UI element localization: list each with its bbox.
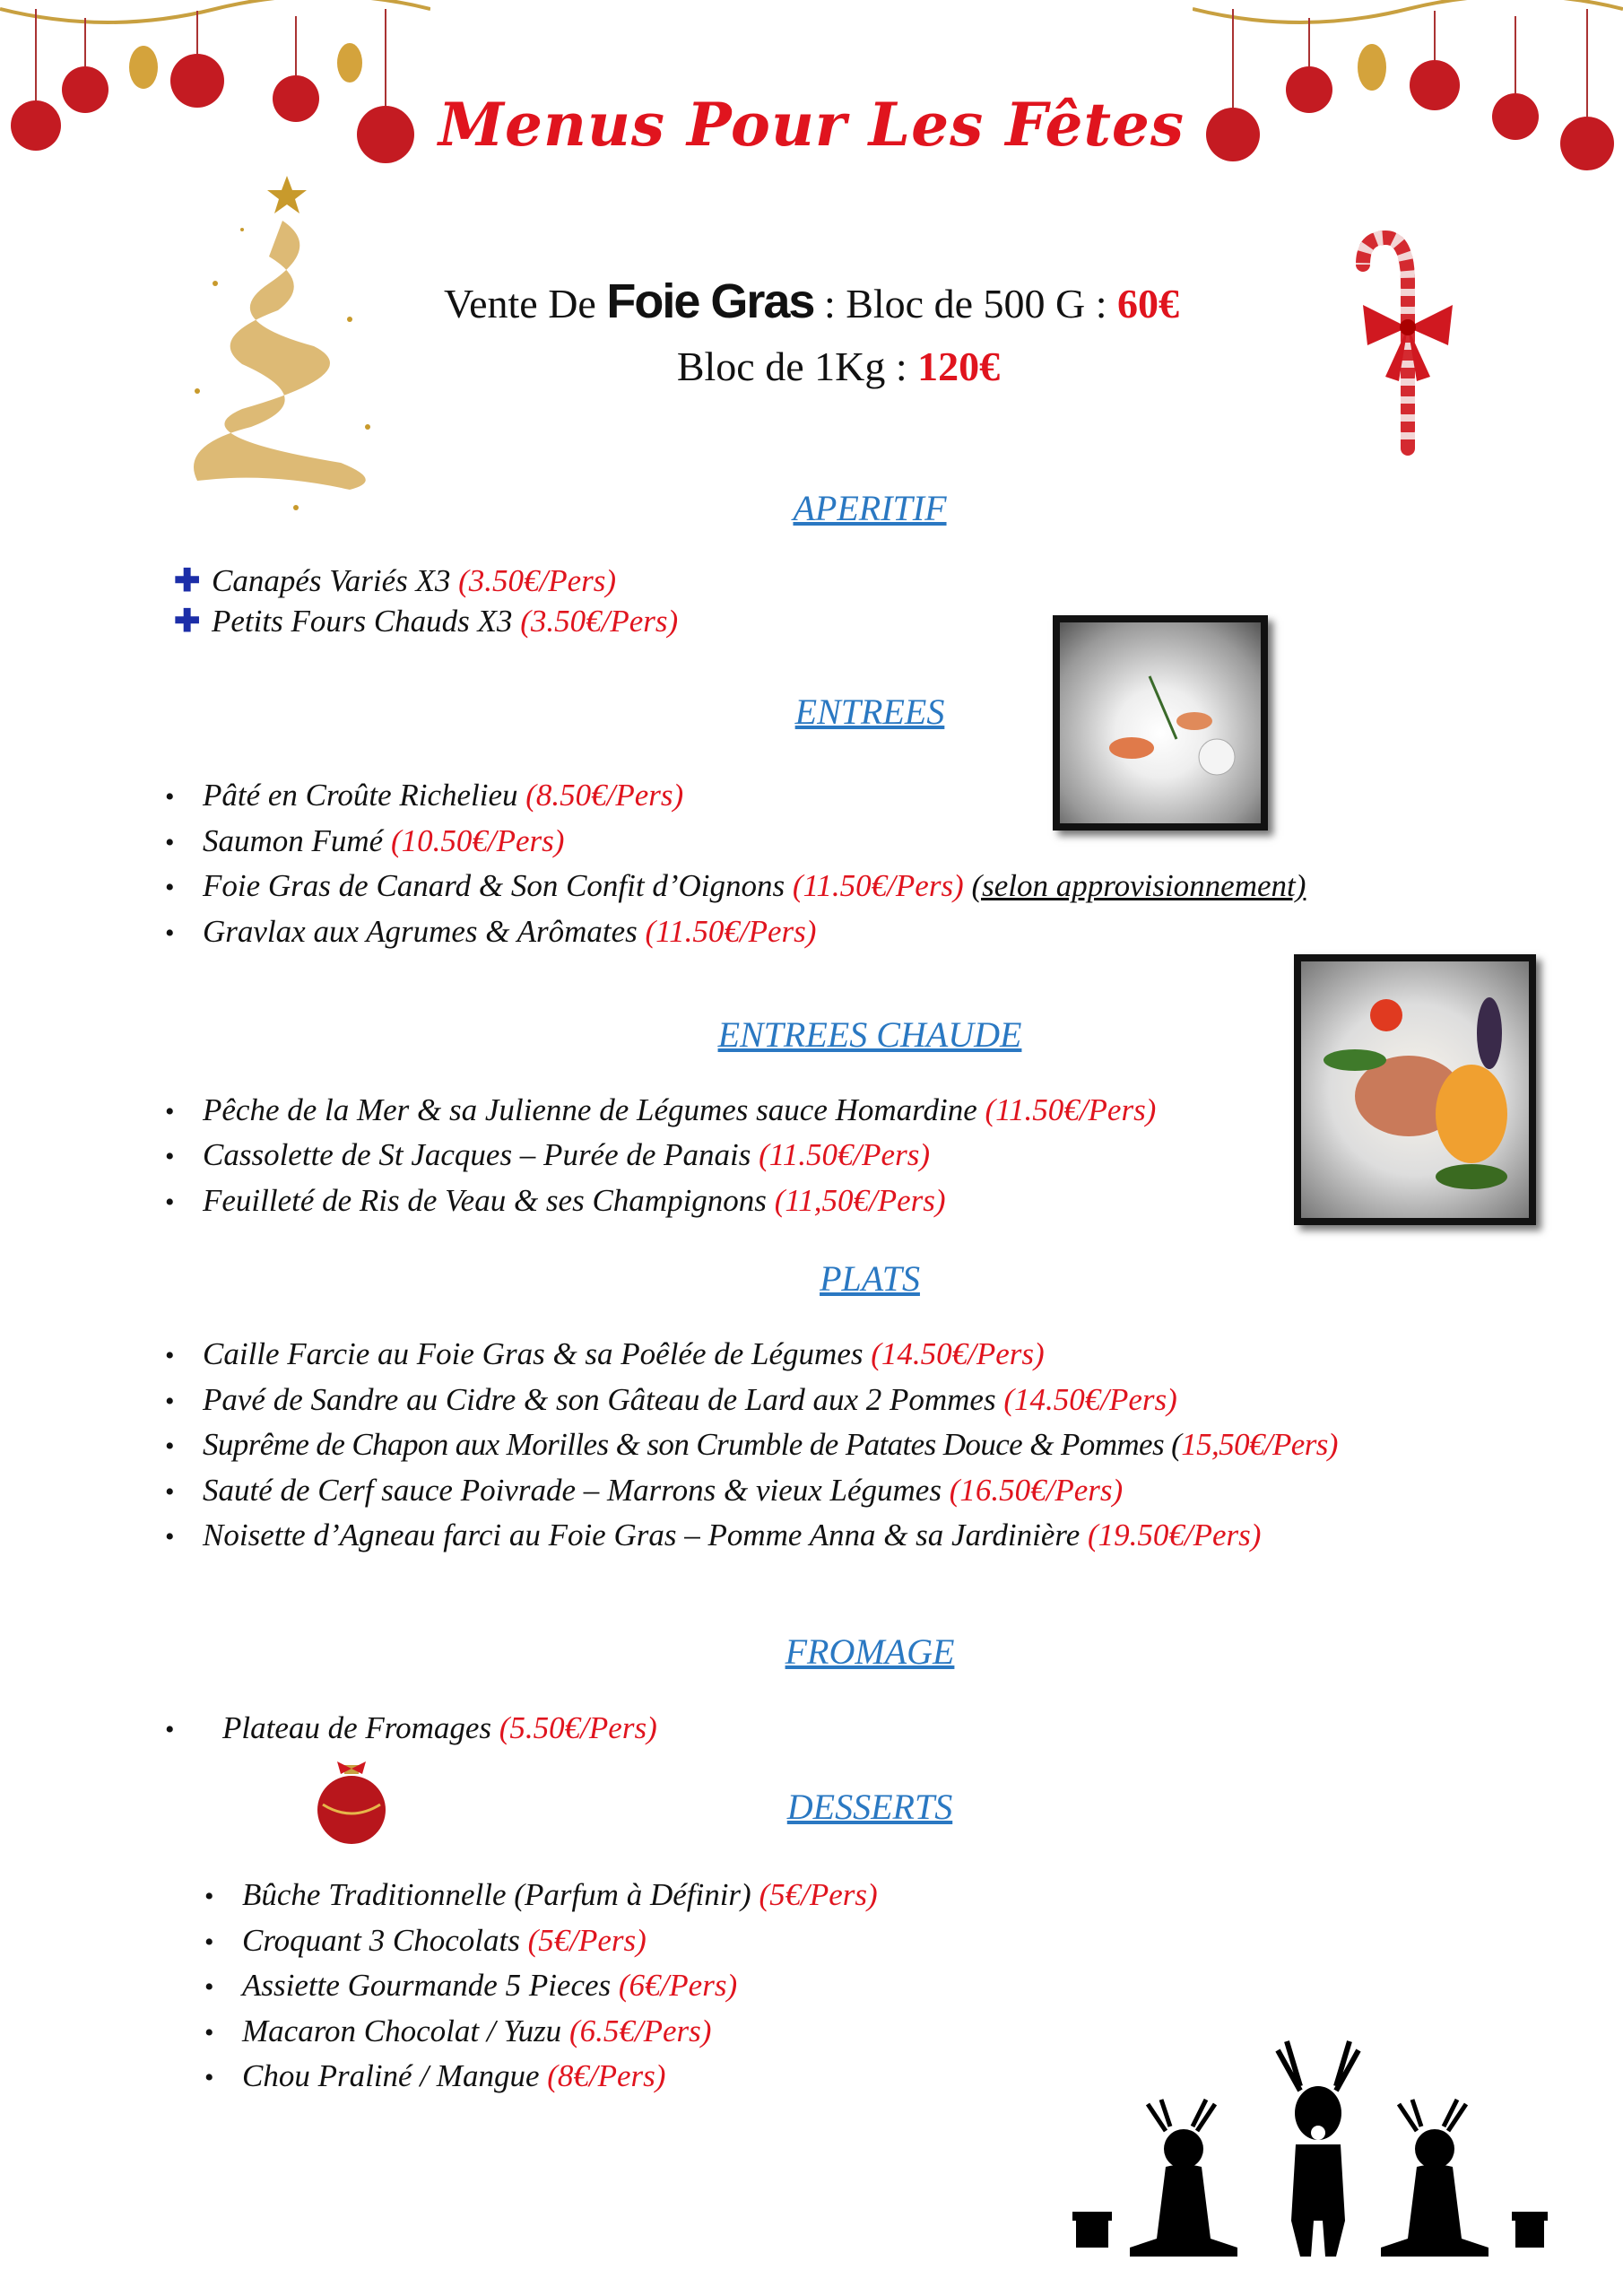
- menu-item: [165, 1518, 1261, 1553]
- bullet-icon: •: [165, 873, 175, 902]
- item-name: Caille Farcie au Foie Gras & sa Poêlée de Légumes: [203, 1336, 872, 1371]
- item-name: Bûche Traditionnelle (Parfum à Définir): [242, 1877, 759, 1912]
- menu-item: [165, 868, 1306, 904]
- item-price: (5€/Pers): [759, 1877, 878, 1912]
- item-name: Plateau de Fromages: [222, 1710, 499, 1745]
- item-price: (6€/Pers): [618, 1968, 738, 2003]
- menu-item: [165, 1336, 1045, 1372]
- bloc-500-label: : Bloc de 500 G :: [813, 281, 1118, 326]
- menu-item: [174, 563, 616, 599]
- item-name: Noisette d’Agneau farci au Foie Gras – Pomme Anna & sa Jardinière: [203, 1518, 1088, 1552]
- menu-item: [165, 1382, 1177, 1418]
- bullet-icon: •: [165, 1142, 175, 1171]
- item-name: Croquant 3 Chocolats: [242, 1923, 528, 1958]
- item-price: (8€/Pers): [547, 2058, 666, 2093]
- bullet-icon: •: [165, 828, 175, 857]
- section-heading-desserts: DESSERTS: [786, 1787, 953, 1827]
- page-title: Menus Pour Les Fêtes: [438, 90, 1185, 160]
- reindeer-left: [1130, 2100, 1237, 2257]
- menu-item: [165, 1183, 946, 1219]
- menu-item: [165, 1473, 1123, 1509]
- bloc-1kg-label: Bloc de 1Kg :: [676, 344, 918, 389]
- item-name: Foie Gras de Canard & Son Confit d’Oignons: [203, 868, 793, 903]
- bloc-500-price: 60€: [1117, 281, 1180, 326]
- bullet-icon: •: [165, 1341, 175, 1370]
- arrow-bullet-icon: ✚: [174, 563, 201, 598]
- item-name: Saumon Fumé: [203, 823, 391, 858]
- bullet-icon: •: [204, 2063, 214, 2092]
- section-heading-plats: PLATS: [820, 1258, 920, 1299]
- item-name: Sauté de Cerf sauce Poivrade – Marrons & vieux Légumes: [203, 1473, 950, 1508]
- reindeer-silhouettes-image: [1067, 2032, 1551, 2257]
- item-name: Feuilleté de Ris de Veau & ses Champignons: [203, 1183, 775, 1218]
- bullet-icon: •: [165, 1097, 175, 1126]
- bullet-icon: •: [204, 1927, 214, 1957]
- bullet-icon: •: [165, 1477, 175, 1507]
- item-price: (6.5€/Pers): [568, 2013, 712, 2048]
- item-name: Petits Fours Chauds X3: [212, 604, 521, 639]
- menu-item: [204, 2058, 665, 2094]
- item-name: Pâté en Croûte Richelieu: [203, 778, 526, 813]
- menu-item: [165, 1427, 1338, 1463]
- item-price: (16.50€/Pers): [949, 1473, 1124, 1508]
- item-price: (11.50€/Pers): [792, 868, 964, 903]
- arrow-bullet-icon: ✚: [174, 604, 201, 639]
- bullet-icon: •: [165, 1522, 175, 1552]
- menu-item: [165, 778, 683, 813]
- reindeer-center: [1278, 2041, 1358, 2257]
- bullet-icon: •: [165, 1387, 175, 1416]
- item-name: Pavé de Sandre au Cidre & son Gâteau de Lard aux 2 Pommes: [203, 1382, 1004, 1417]
- item-name: Pêche de la Mer & sa Julienne de Légumes sauce Homardine: [203, 1092, 985, 1127]
- item-price: (3.50€/Pers): [520, 604, 679, 639]
- item-name: Macaron Chocolat / Yuzu: [242, 2013, 569, 2048]
- menu-item: [165, 914, 816, 950]
- item-name: Suprême de Chapon aux Morilles & son Crumble de Patates Douce & Pommes (: [203, 1427, 1182, 1462]
- item-price: (11.50€/Pers): [645, 914, 817, 949]
- menu-item: [165, 1710, 657, 1746]
- menu-item: [204, 1968, 737, 2004]
- gift-left: [1072, 2212, 1112, 2248]
- foie-gras-1kg-line: [0, 343, 1623, 390]
- item-name: Chou Praliné / Mangue: [242, 2058, 548, 2093]
- menu-item: [204, 2013, 711, 2049]
- item-note: (selon approvisionnement): [971, 868, 1306, 903]
- item-price: (5.50€/Pers): [499, 1710, 657, 1745]
- item-name: Assiette Gourmande 5 Pieces: [242, 1968, 619, 2003]
- item-price: (19.50€/Pers): [1088, 1518, 1262, 1552]
- menu-item: [165, 823, 564, 859]
- candy-cane-image: [1345, 220, 1462, 457]
- bullet-icon: •: [165, 1431, 174, 1461]
- item-price: (10.50€/Pers): [390, 823, 565, 858]
- bullet-icon: •: [204, 1882, 214, 1911]
- gift-right: [1512, 2212, 1548, 2248]
- foie-gras-prefix: Vente De: [443, 281, 607, 326]
- item-price: (11.50€/Pers): [759, 1137, 930, 1172]
- bullet-icon: •: [165, 918, 175, 948]
- section-heading-aperitif: APERITIF: [793, 488, 947, 528]
- item-name: Gravlax aux Agrumes & Arômates: [203, 914, 646, 949]
- menu-item: [204, 1877, 878, 1913]
- stuffed-dish-illustration: [1301, 961, 1529, 1218]
- bloc-1kg-price: 120€: [917, 344, 1001, 389]
- section-heading-fromage: FROMAGE: [785, 1631, 955, 1672]
- menu-item: [165, 1137, 930, 1173]
- item-price: (8.50€/Pers): [525, 778, 684, 813]
- section-heading-entrees-chaude: ENTREES CHAUDE: [717, 1014, 1022, 1055]
- reindeer-right: [1381, 2100, 1488, 2257]
- item-price: (14.50€/Pers): [871, 1336, 1045, 1371]
- bullet-icon: •: [204, 2018, 214, 2048]
- section-heading-entrees: ENTREES: [794, 691, 945, 732]
- item-price: 15,50€/Pers): [1181, 1427, 1338, 1462]
- item-name: Canapés Variés X3: [212, 563, 459, 598]
- item-price: (11.50€/Pers): [985, 1092, 1157, 1127]
- item-price: (11,50€/Pers): [774, 1183, 946, 1218]
- menu-item: [204, 1923, 647, 1959]
- bullet-icon: •: [165, 1187, 175, 1217]
- bullet-icon: •: [204, 1972, 214, 2002]
- item-name: Cassolette de St Jacques – Purée de Panais: [203, 1137, 759, 1172]
- bullet-icon: •: [165, 1715, 175, 1744]
- item-price: (3.50€/Pers): [458, 563, 617, 598]
- item-price: (5€/Pers): [527, 1923, 647, 1958]
- menu-item: [165, 1092, 1156, 1128]
- item-price: (14.50€/Pers): [1003, 1382, 1177, 1417]
- bullet-icon: •: [165, 782, 175, 812]
- foie-gras-sale-line: [0, 274, 1623, 329]
- menu-item: [174, 604, 678, 639]
- foie-gras-name: Foie Gras: [606, 274, 814, 328]
- stuffed-dish-photo: [1294, 954, 1536, 1225]
